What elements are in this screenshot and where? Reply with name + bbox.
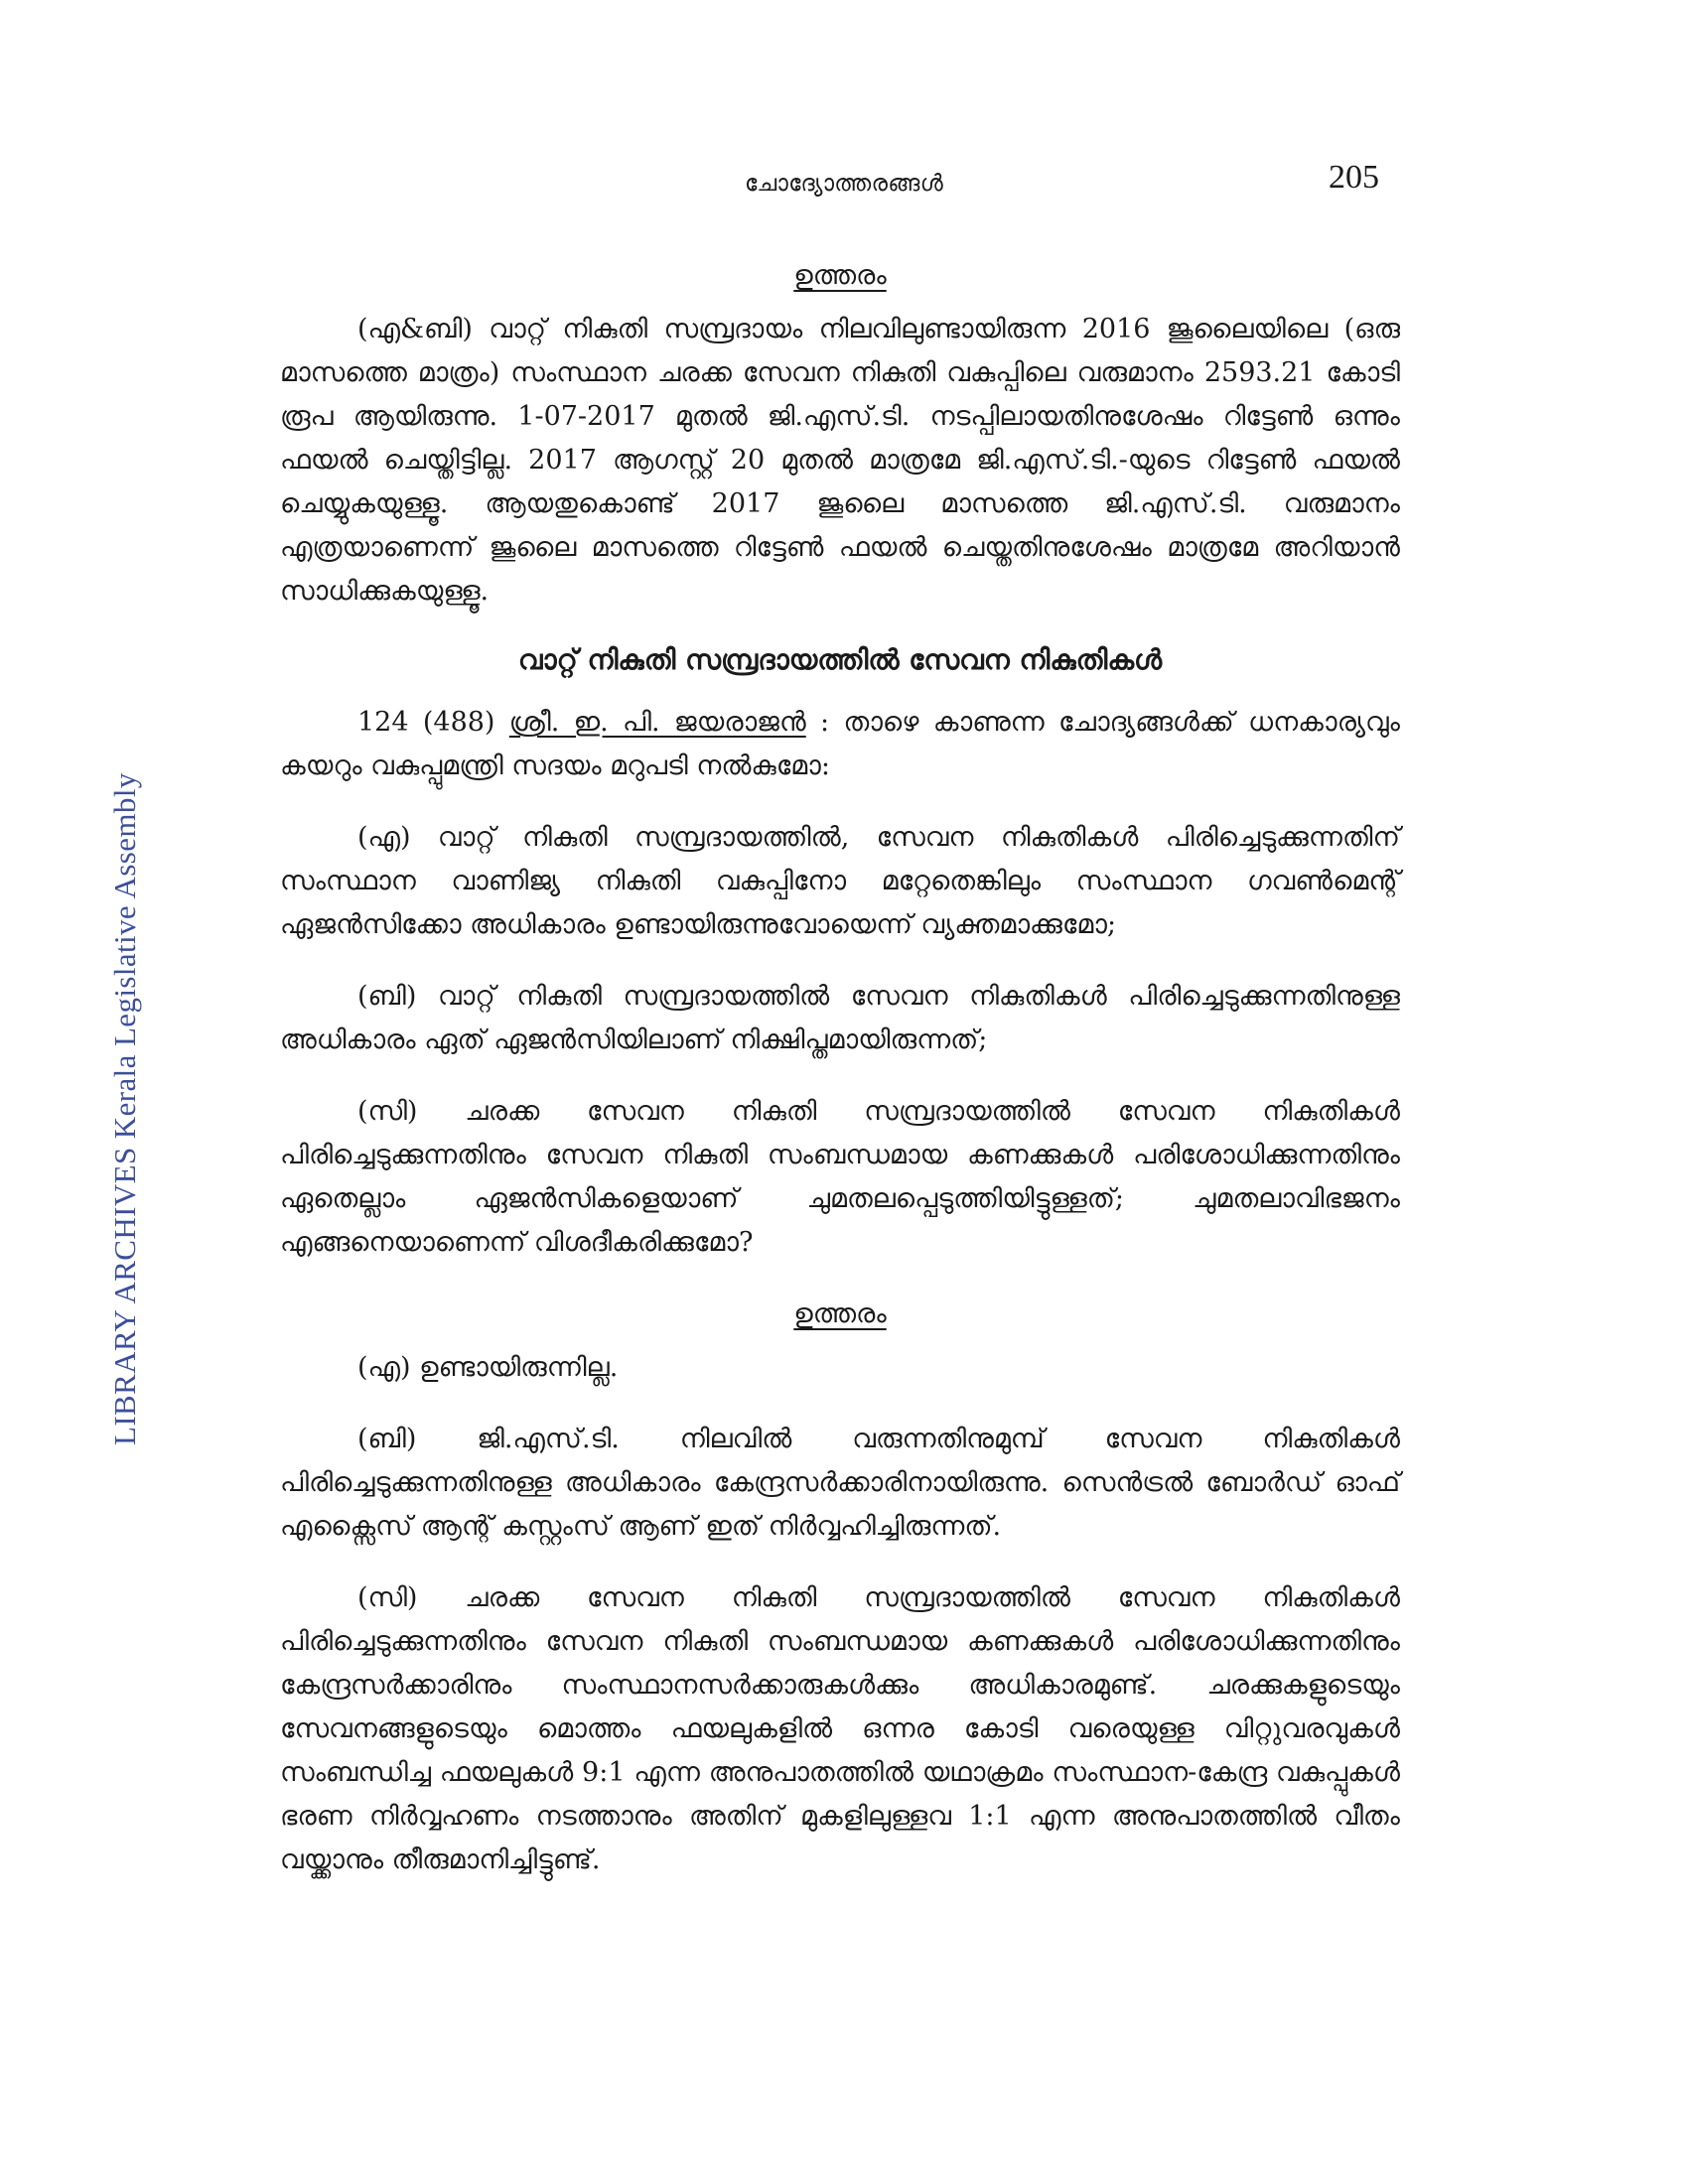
question-intro-text: : താഴെ കാണുന്ന ചോദ്യങ്ങൾക്ക് ധനകാര്യവും കയറും വകുപ്പുമന്ത്രി സദയം മറുപടി നൽകുമോ: (280, 707, 1400, 781)
question-title: വാറ്റ് നികുതി സമ്പ്രദായത്തിൽ സേവന നികുതികൾ (517, 643, 1163, 676)
page-number: 205 (1329, 159, 1379, 196)
question-a: (എ) വാറ്റ് നികുതി സമ്പ്രദായത്തിൽ, സേവന നികുതികൾ പിരിച്ചെടുക്കുന്നതിന് സംസ്ഥാന വാണിജ്യ നികുതി വകുപ്പിനോ മറ്റേതെങ്കിലും സംസ്ഥാന ഗവൺമെന്റ് ഏജൻസിക്കോ അധികാരം ഉണ്ടായിരുന്നുവോയെന്ന് വ്യക്തമാക്കുമോ; (280, 822, 1400, 940)
answer-heading-1: ഉത്തരം (793, 260, 887, 291)
member-name: ശ്രീ. ഇ. പി. ജയരാജൻ (508, 707, 806, 738)
answer-heading-2: ഉത്തരം (793, 1298, 887, 1329)
answer-2-a: (എ) ഉണ്ടായിരുന്നില്ല. (357, 1352, 619, 1383)
question-b: (ബി) വാറ്റ് നികുതി സമ്പ്രദായത്തിൽ സേവന നികുതികൾ പിരിച്ചെടുക്കുന്നതിനുള്ള അധികാരം ഏത് ഏജൻസിയിലാണ് നിക്ഷിപ്തമായിരുന്നത്; (280, 981, 1400, 1055)
question-c: (സി) ചരക്ക സേവന നികുതി സമ്പ്രദായത്തിൽ സേവന നികുതികൾ പിരിച്ചെടുക്കുന്നതിനും സേവന നികുതി സംബന്ധമായ കണക്കുകൾ പരിശോധിക്കുന്നതിനും ഏതെല്ലാം ഏജൻസികളെയാണ് ചുമതലപ്പെടുത്തിയിട്ടുള്ളത്; ചുമതലാവിഭജനം എങ്ങനെയാണെന്ന് വിശദീകരിക്കുമോ? (280, 1096, 1400, 1258)
answer-1-ab: (എ&ബി) വാറ്റ് നികുതി സമ്പ്രദായം നിലവിലുണ്ടായിരുന്ന 2016 ജൂലൈയിലെ (ഒരു മാസത്തെ മാത്രം) സംസ്ഥാന ചരക്ക സേവന നികുതി വകുപ്പിലെ വരുമാനം 2593.21 കോടി രൂപ ആയിരുന്നു. 1-07-2017 മുതൽ ജി.എസ്.ടി. നടപ്പിലായതിനുശേഷം റിട്ടേൺ ഒന്നും ഫയൽ ചെയ്തിട്ടില്ല. 2017 ആഗസ്റ്റ് 20 മുതൽ മാത്രമേ ജി.എസ്.ടി.-യുടെ റിട്ടേൺ ഫയൽ ചെയ്യുകയുള്ളൂ. ആയതുകൊണ്ട് 2017 ജൂലൈ മാസത്തെ ജി.എസ്.ടി. വരുമാനം എത്രയാണെന്ന് ജൂലൈ മാസത്തെ റിട്ടേൺ ഫയൽ ചെയ്തതിനുശേഷം മാത്രമേ അറിയാൻ സാധിക്കുകയുള്ളൂ. (280, 314, 1400, 607)
answer-2-c: (സി) ചരക്ക സേവന നികുതി സമ്പ്രദായത്തിൽ സേവന നികുതികൾ പിരിച്ചെടുക്കുന്നതിനും സേവന നികുതി സംബന്ധമായ കണക്കുകൾ പരിശോധിക്കുന്നതിനും കേന്ദ്രസർക്കാരിനും സംസ്ഥാനസർക്കാരുകൾക്കും അധികാരമുണ്ട്. ചരക്കുകളുടെയും സേവനങ്ങളുടെയും മൊത്തം ഫയലുകളിൽ ഒന്നര കോടി വരെയുള്ള വിറ്റുവരവുകൾ സംബന്ധിച്ച ഫയലുകൾ 9:1 എന്ന അനുപാതത്തിൽ യഥാക്രമം സംസ്ഥാന-കേന്ദ്ര വകുപ്പുകൾ ഭരണ നിർവ്വഹണം നടത്താനും അതിന് മുകളിലുള്ളവ 1:1 എന്ന അനുപാതത്തിൽ വീതം വയ്ക്കാനും തീരുമാനിച്ചിട്ടുണ്ട്. (280, 1582, 1400, 1875)
running-title: ചോദ്യോത്തരങ്ങൾ (744, 171, 944, 197)
answer-2-b: (ബി) ജി.എസ്.ടി. നിലവിൽ വരുന്നതിനുമുമ്പ് സേവന നികുതികൾ പിരിച്ചെടുക്കുന്നതിനുള്ള അധികാരം കേന്ദ്രസർക്കാരിനായിരുന്നു. സെൻട്രൽ ബോർഡ് ഓഫ് എക്സൈസ് ആന്റ് കസ്റ്റംസ് ആണ് ഇത് നിർവ്വഹിച്ചിരുന്നത്. (280, 1424, 1400, 1542)
question-intro (280, 701, 1400, 788)
page-body (280, 260, 1400, 1910)
archive-watermark: LIBRARY ARCHIVES Kerala Legislative Assembly (107, 772, 142, 1445)
question-number: 124 (488) (357, 707, 495, 738)
